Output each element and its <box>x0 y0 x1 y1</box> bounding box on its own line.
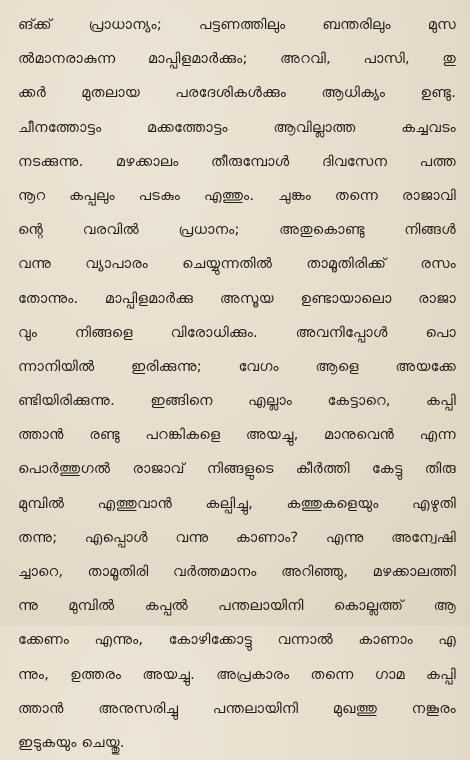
text-line: ങ്ക്ക് പ്രാധാന്യം; പട്ടണത്തിലും ബന്തരിലും മുസ <box>18 16 456 33</box>
text-line: ഇടുകയും ചെയ്തു. <box>18 733 125 751</box>
text-line: ന്നു മുമ്പിൽ കപ്പൽ പന്തലായിനി കൊല്ലത്ത് ആ <box>18 597 456 615</box>
body-paragraph <box>18 8 456 760</box>
text-line: ത്താൻ രണ്ടു പറങ്കികളെ അയച്ചു, മാനുവെൻ എന്ന <box>18 426 456 444</box>
text-line: ന്റെ വരവിൽ പ്രധാനം; അതുകൊണ്ടു നിങ്ങൾ <box>18 221 456 239</box>
text-line: ക്കർ മുതലായ പരദേശികൾക്കും ആധിക്യം ഉണ്ടു. <box>18 84 456 102</box>
text-line: മുമ്പിൽ എത്തുവാൻ കല്പിച്ചു, കത്തുകളെയും എഴുതി <box>18 494 456 512</box>
text-line: ന്നും, ഉത്തരം അയച്ചു. അപ്രകാരം തന്നെ ഗാമ കപ്പി <box>18 665 456 683</box>
text-line: ചീനത്തോട്ടം മക്കത്തോട്ടം ആവില്ലാത്ത കച്ചവടം <box>18 118 456 136</box>
text-line: ത്താൻ അനുസരിച്ചു പന്തലായിനി മുഖത്തു നങ്കൂരം <box>18 699 456 717</box>
text-line: ന്നാനിയിൽ ഇരിക്കുന്നു; വേഗം ആളെ അയക്കേ <box>18 357 456 375</box>
text-line: വന്നു വ്യാപാരം ചെയ്യുന്നതിൽ താമൂതിരിക്ക് രസം <box>18 255 456 273</box>
text-line: നൂറ കപ്പലും പടകും എത്തും. ചുങ്കം തന്നെ രാജാവി <box>18 186 456 204</box>
text-line: ണ്ടിയിരിക്കുന്നു. ഇങ്ങിനെ എല്ലാം കേട്ടാറെ, കപ്പി <box>18 392 456 410</box>
text-line: നടക്കുന്നു. മഴക്കാലം തീരുമ്പോൾ ദിവസേന പത്ത <box>18 152 456 170</box>
text-line: ക്കേണം എന്നും, കോഴിക്കോട്ടു വന്നാൽ കാണാം എ <box>18 631 456 649</box>
text-line: ച്ചാറെ, താമൂതിരി വർത്തമാനം അറിഞ്ഞു, മഴക്കാലത്തി <box>18 563 456 580</box>
text-line: പൊർത്തുഗൽ രാജാവ് നിങ്ങളുടെ കീർത്തി കേട്ടു തിരു <box>18 460 456 478</box>
text-line: തന്നു; എപ്പൊൾ വന്നു കാണാം? എന്നു അന്വേഷി <box>18 528 456 546</box>
text-line: വും നിങ്ങളെ വിരോധിക്കും. അവനിപ്പോൾ പൊ <box>18 323 456 341</box>
text-line: ൽമാനരാകുന്ന മാപ്പിളമാർക്കും; അറവി, പാസി, തു <box>18 50 456 68</box>
text-line: തോന്നും. മാപ്പിളമാർക്കു അസൂയ ഉണ്ടായാലൊ രാജാ <box>18 289 456 307</box>
